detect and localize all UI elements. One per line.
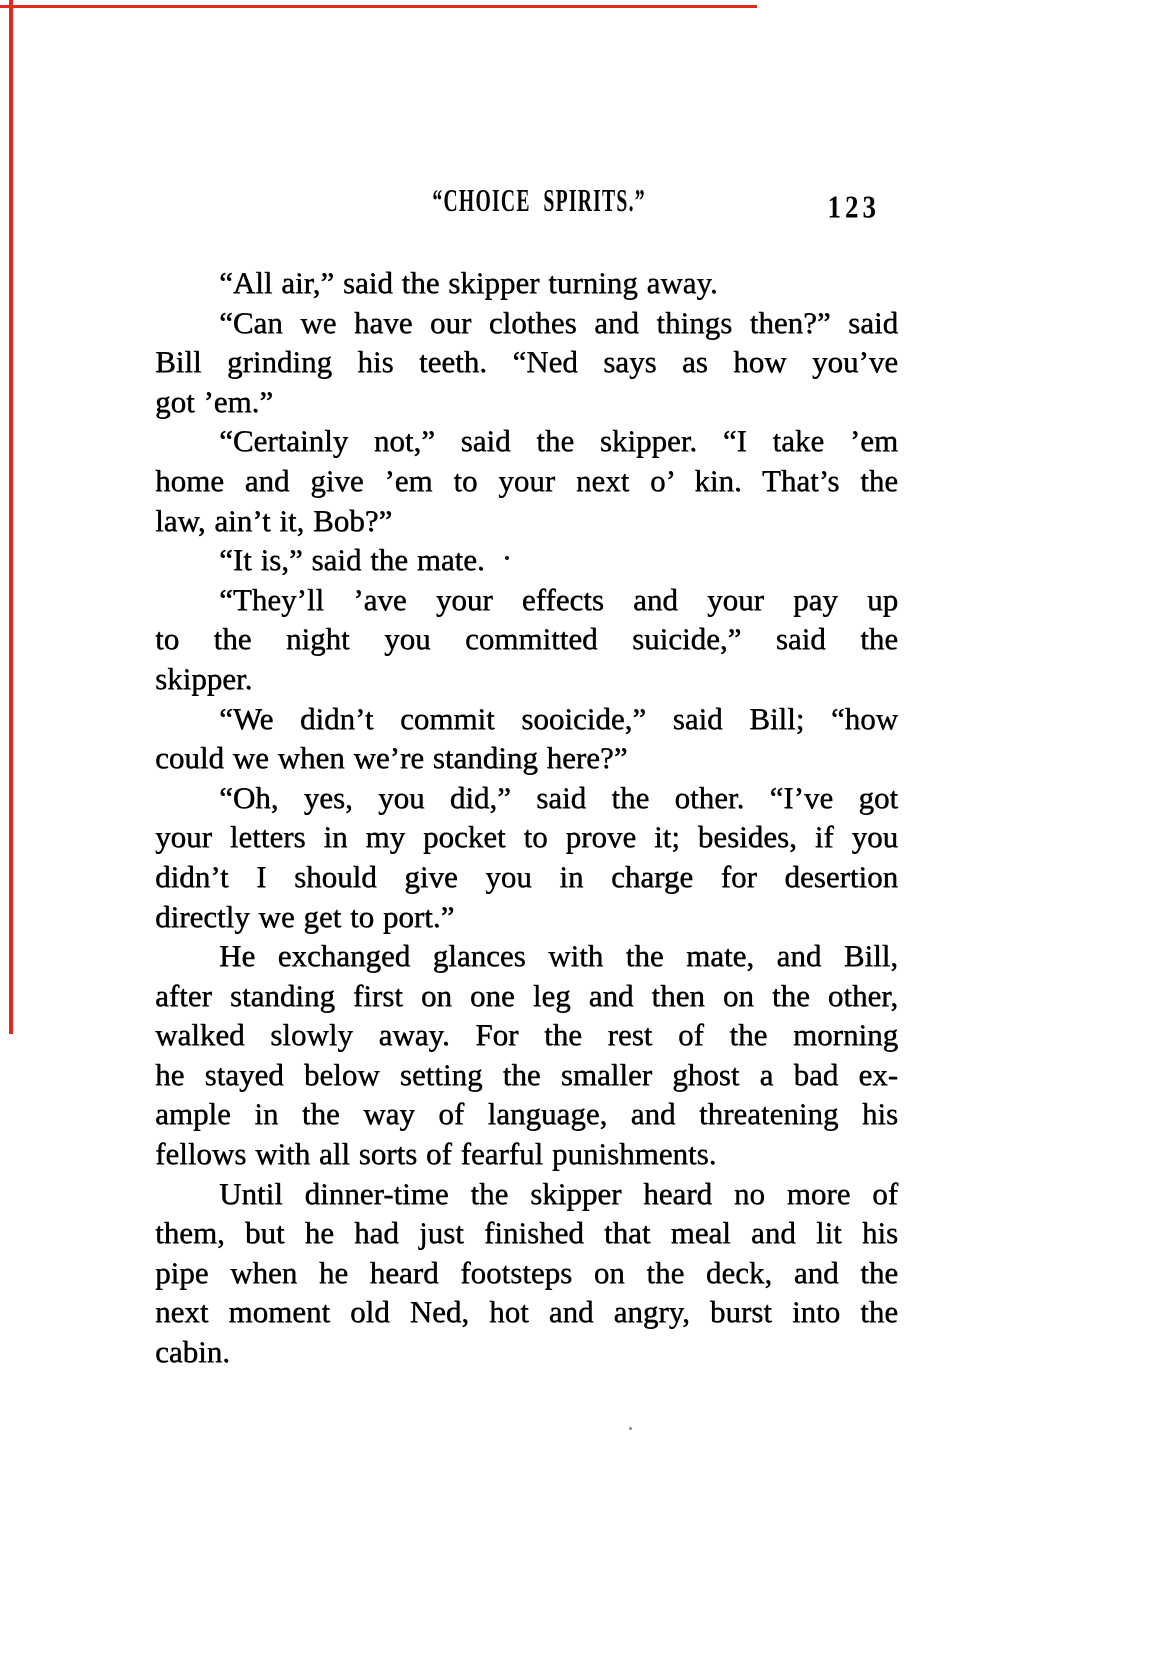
text-line: ample in the way of language, and threatening his: [155, 1096, 898, 1132]
text-line: “Oh, yes, you did,” said the other. “I’ve got: [219, 779, 898, 815]
ink-speck: [505, 556, 509, 560]
text-line: “Certainly not,” said the skipper. “I take ’em: [219, 423, 898, 459]
text-line: “Can we have our clothes and things then?” said: [219, 304, 898, 340]
text-line: got ’em.”: [155, 383, 274, 419]
red-scan-line-left: [9, 0, 13, 1034]
text-line: he stayed below setting the smaller ghost a bad ex-: [155, 1056, 898, 1092]
text-line: could we when we’re standing here?”: [155, 740, 628, 776]
text-line: didn’t I should give you in charge for desertion: [155, 858, 898, 894]
text-line: walked slowly away. For the rest of the morning: [155, 1017, 898, 1053]
text-line: them, but he had just finished that meal and lit his: [155, 1215, 898, 1251]
text-line: “They’ll ’ave your effects and your pay up: [219, 581, 898, 617]
text-line: to the night you committed suicide,” said the: [155, 621, 898, 657]
text-line: after standing first on one leg and then on the other,: [155, 977, 898, 1013]
text-line: cabin.: [155, 1334, 230, 1370]
ink-speck: [629, 1427, 632, 1430]
text-line: skipper.: [155, 660, 253, 696]
text-line: Until dinner-time the skipper heard no more of: [219, 1175, 898, 1211]
page-number: 123: [827, 189, 880, 225]
text-line: your letters in my pocket to prove it; besides, if you: [155, 819, 898, 855]
text-line: “All air,” said the skipper turning away.: [219, 265, 718, 300]
text-line: He exchanged glances with the mate, and Bill,: [219, 938, 898, 974]
running-title: “CHOICE SPIRITS.”: [432, 184, 647, 220]
text-line: pipe when he heard footsteps on the deck, and the: [155, 1254, 898, 1290]
text-line: fellows with all sorts of fearful punishments.: [155, 1136, 717, 1172]
text-line: law, ain’t it, Bob?”: [155, 502, 393, 538]
text-line: home and give ’em to your next o’ kin. That’s the: [155, 462, 898, 498]
red-scan-line-top: [0, 5, 757, 8]
text-line: next moment old Ned, hot and angry, burst into the: [155, 1294, 898, 1330]
text-line: directly we get to port.”: [155, 898, 455, 934]
text-line: “It is,” said the mate.: [219, 542, 485, 578]
text-line: Bill grinding his teeth. “Ned says as how you’ve: [155, 344, 898, 380]
text-line: “We didn’t commit sooicide,” said Bill; “how: [219, 700, 898, 736]
page-body-text: [155, 263, 898, 1372]
running-header: [155, 184, 898, 230]
